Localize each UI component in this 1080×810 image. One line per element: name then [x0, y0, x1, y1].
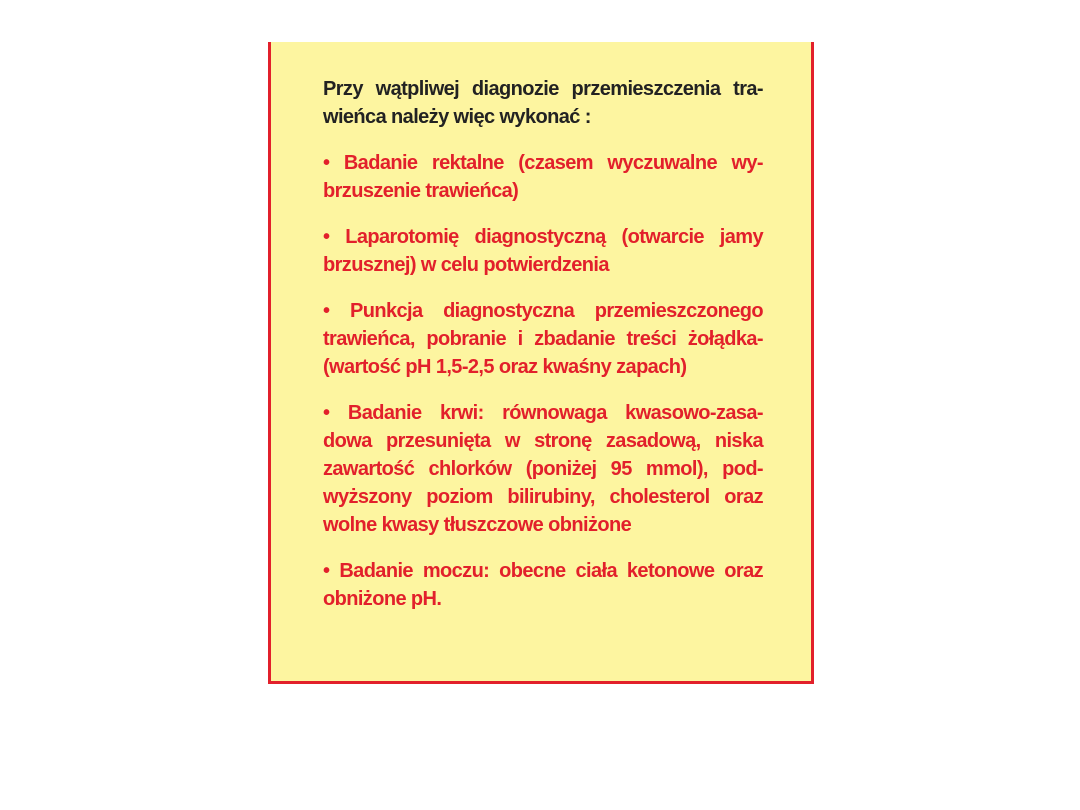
item-line: brzuszenie trawieńca) [323, 180, 519, 202]
item-line: wolne kwasy tłuszczowe obniżone [323, 514, 632, 536]
info-box [268, 42, 814, 684]
item-line: • Badanie moczu: obecne ciała ketonowe oraz [323, 560, 763, 582]
item-line: • Punkcja diagnostyczna przemieszczonego [323, 300, 763, 322]
item-line: • Badanie rektalne (czasem wyczuwalne wy- [323, 152, 763, 174]
item-line: obniżone pH. [323, 588, 442, 610]
item-rectal-exam [323, 149, 763, 205]
intro-line: wieńca należy więc wykonać : [323, 106, 591, 128]
intro-paragraph [323, 75, 763, 131]
info-box-content [323, 75, 763, 613]
item-laparotomy [323, 223, 763, 279]
item-blood-test [323, 399, 763, 539]
item-line: dowa przesunięta w stronę zasadową, niska [323, 430, 763, 452]
item-line: • Laparotomię diagnostyczną (otwarcie jamy [323, 226, 763, 248]
item-line: brzusznej) w celu potwierdzenia [323, 254, 609, 276]
item-puncture [323, 297, 763, 381]
intro-line: Przy wątpliwej diagnozie przemieszczenia tra- [323, 78, 763, 100]
item-line: zawartość chlorków (poniżej 95 mmol), pod- [323, 458, 763, 480]
item-line: trawieńca, pobranie i zbadanie treści żołądka- [323, 328, 763, 350]
item-line: • Badanie krwi: równowaga kwasowo-zasa- [323, 402, 763, 424]
item-line: (wartość pH 1,5-2,5 oraz kwaśny zapach) [323, 356, 687, 378]
item-urine-test [323, 557, 763, 613]
item-line: wyższony poziom bilirubiny, cholesterol oraz [323, 486, 763, 508]
